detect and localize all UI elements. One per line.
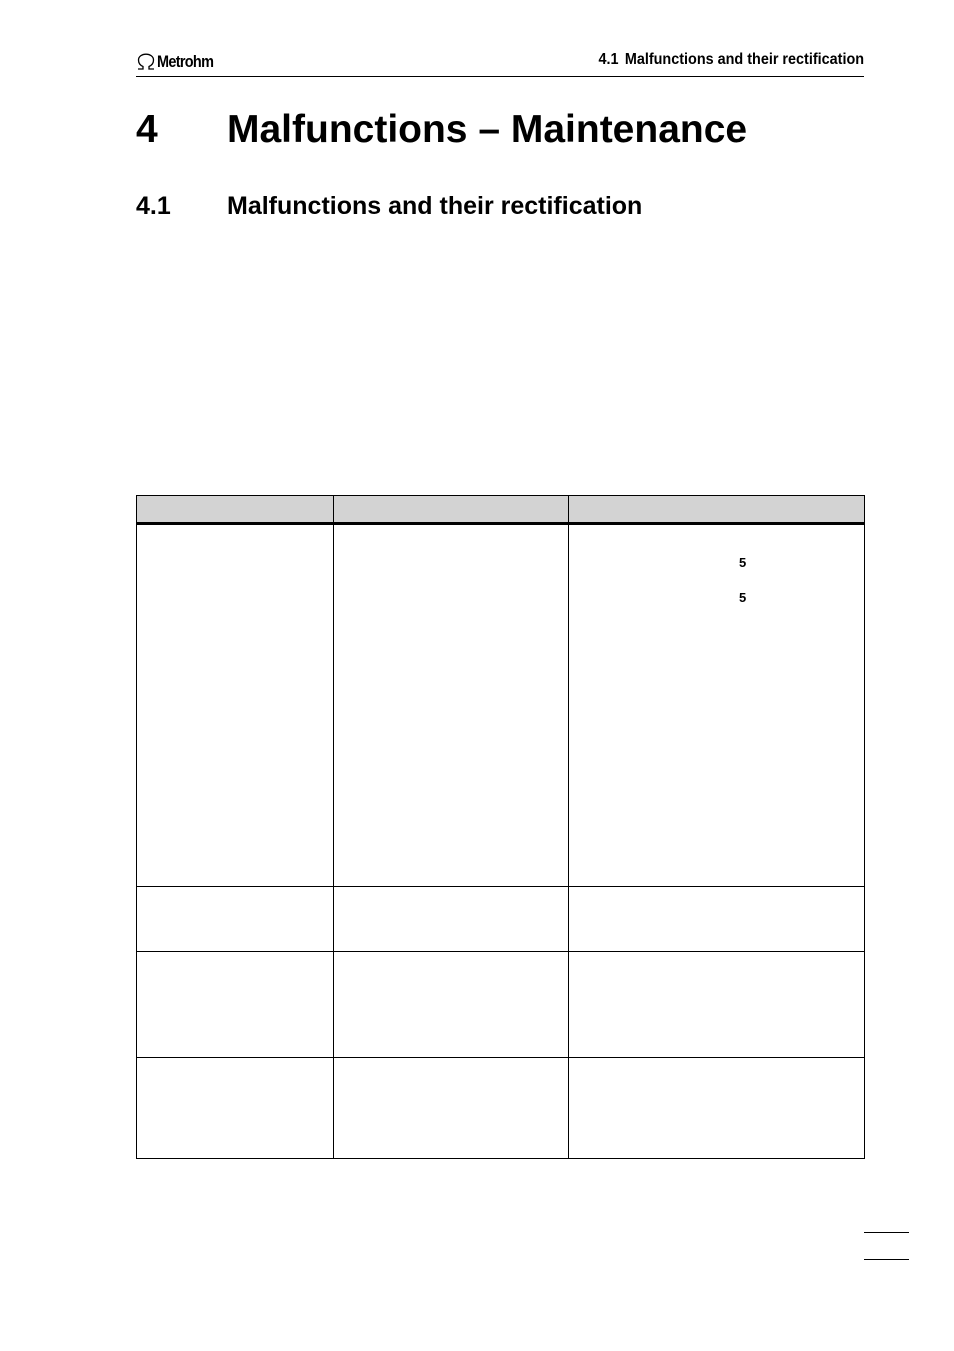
running-head	[598, 51, 864, 69]
page-header	[136, 46, 864, 77]
table-row	[137, 524, 865, 887]
column-header-cause	[334, 496, 569, 524]
logo-text: Metrohm	[157, 52, 214, 71]
section-title: Malfunctions and their rectification	[227, 192, 643, 220]
table-row	[137, 887, 865, 952]
table-cell	[137, 1058, 334, 1159]
chapter-title: Malfunctions – Maintenance	[227, 108, 748, 151]
chapter-heading	[136, 108, 747, 152]
column-header-remedy	[569, 496, 865, 524]
table-cell	[569, 1058, 865, 1159]
chapter-number: 4	[136, 108, 158, 151]
table-cell	[334, 952, 569, 1058]
remedy-reference-mark: 5	[739, 555, 747, 570]
footer-rule	[864, 1259, 909, 1260]
metrohm-logo	[136, 52, 223, 72]
remedy-reference-mark: 5	[739, 590, 747, 605]
table-cell	[137, 887, 334, 952]
table-header-row	[137, 496, 865, 524]
footer-rule	[864, 1232, 909, 1233]
malfunctions-table	[136, 495, 865, 1159]
table-cell-remedy	[569, 524, 865, 887]
table-cell	[569, 952, 865, 1058]
table-cell	[334, 1058, 569, 1159]
table-cell	[569, 887, 865, 952]
table-cell	[334, 887, 569, 952]
section-heading	[136, 192, 642, 221]
table-cell	[137, 524, 334, 887]
table-cell	[334, 524, 569, 887]
column-header-malfunction	[137, 496, 334, 524]
running-head-number: 4.1	[598, 51, 619, 68]
table-row	[137, 1058, 865, 1159]
section-number: 4.1	[136, 192, 171, 220]
running-head-title: Malfunctions and their rectification	[624, 51, 864, 68]
table-cell	[137, 952, 334, 1058]
omega-icon	[136, 53, 156, 71]
table-row	[137, 952, 865, 1058]
